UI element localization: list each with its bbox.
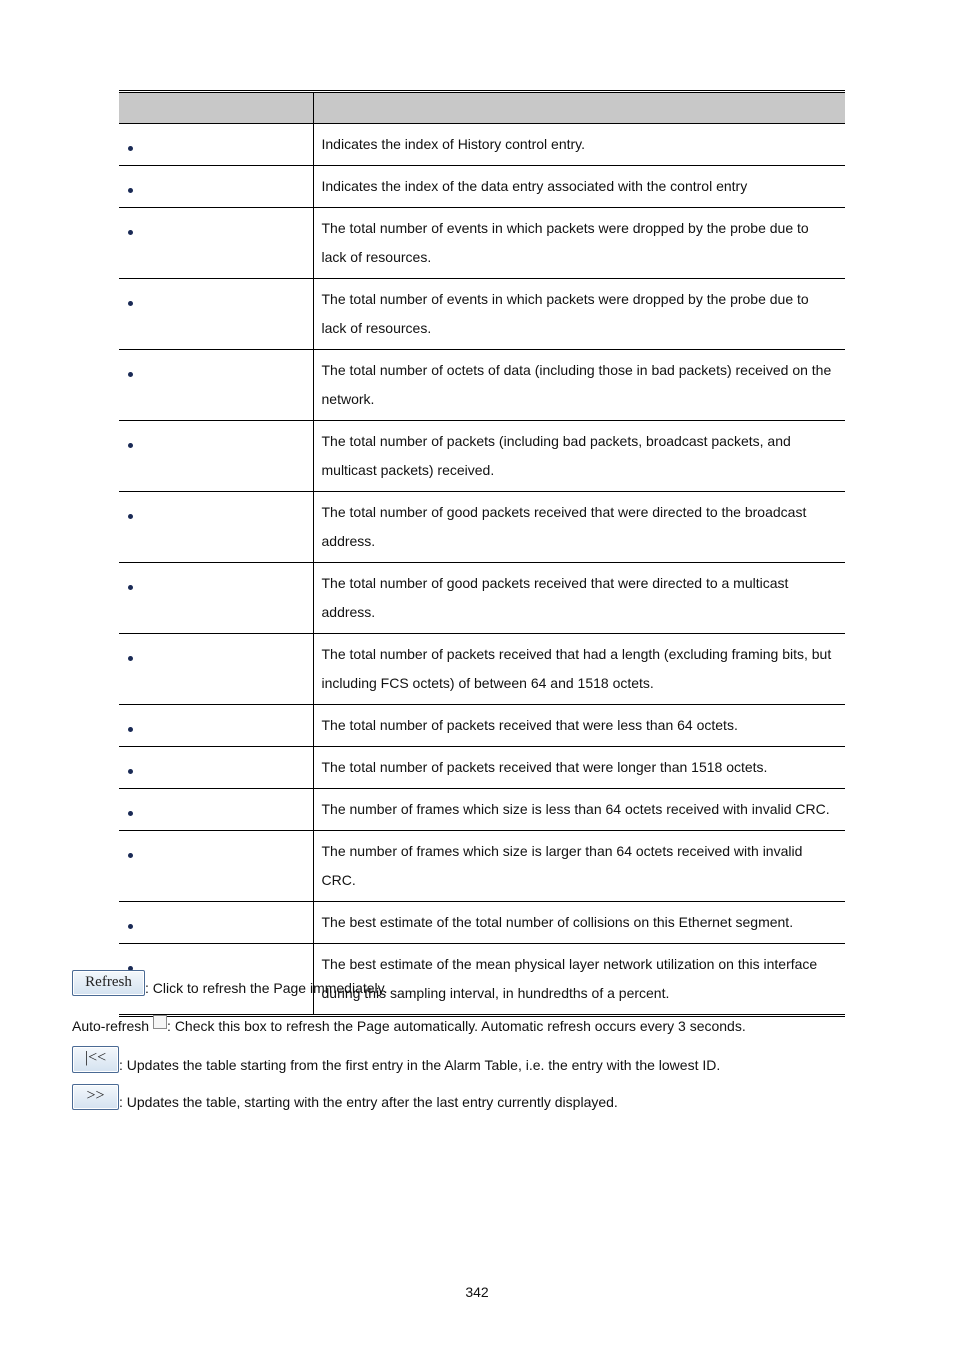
bullet-icon: [128, 811, 133, 816]
description-cell: The number of frames which size is less than 64 octets received with invalid CRC.: [313, 789, 845, 831]
object-cell: [119, 208, 313, 279]
object-cell: [119, 279, 313, 350]
object-cell: [119, 789, 313, 831]
object-cell: [119, 705, 313, 747]
description-cell: Indicates the index of the data entry associated with the control entry: [313, 166, 845, 208]
object-cell: [119, 747, 313, 789]
table-row: [119, 831, 845, 902]
table-row: [119, 789, 845, 831]
description-cell: The total number of good packets received that were directed to the broadcast address.: [313, 492, 845, 563]
bullet-icon: [128, 853, 133, 858]
description-cell: The total number of events in which packets were dropped by the probe due to lack of resources.: [313, 279, 845, 350]
object-cell: [119, 634, 313, 705]
autorefresh-checkbox[interactable]: [153, 1015, 167, 1029]
parameter-description-table: [119, 90, 845, 1017]
object-cell: [119, 421, 313, 492]
refresh-help: [72, 970, 388, 996]
bullet-icon: [128, 924, 133, 929]
first-page-help-text: : Updates the table starting from the first entry in the Alarm Table, i.e. the entry with the lowest ID.: [119, 1057, 721, 1073]
bullet-icon: [128, 372, 133, 377]
bullet-icon: [128, 585, 133, 590]
table-row: [119, 208, 845, 279]
description-cell: The total number of packets received that were longer than 1518 octets.: [313, 747, 845, 789]
bullet-icon: [128, 727, 133, 732]
bullet-icon: [128, 443, 133, 448]
object-cell: [119, 831, 313, 902]
object-cell: [119, 492, 313, 563]
bullet-icon: [128, 188, 133, 193]
table-row: [119, 124, 845, 166]
table-row: [119, 705, 845, 747]
object-cell: [119, 124, 313, 166]
page-number: 342: [465, 1284, 489, 1300]
description-cell: The total number of packets received that were less than 64 octets.: [313, 705, 845, 747]
bullet-icon: [128, 230, 133, 235]
table-row: [119, 279, 845, 350]
table-header-row: [119, 92, 845, 124]
bullet-icon: [128, 514, 133, 519]
description-cell: The best estimate of the mean physical layer network utilization on this interface during this sampling interval, in hundredths of a percent.: [313, 944, 845, 1016]
next-page-help-text: : Updates the table, starting with the entry after the last entry currently displayed.: [119, 1094, 618, 1110]
description-cell: The total number of events in which packets were dropped by the probe due to lack of resources.: [313, 208, 845, 279]
description-cell: The total number of packets received that had a length (excluding framing bits, but including FCS octets) of between 64 and 1518 octets.: [313, 634, 845, 705]
table-row: [119, 492, 845, 563]
table-row: [119, 563, 845, 634]
table-row: [119, 166, 845, 208]
autorefresh-help: [72, 1015, 746, 1034]
object-cell: [119, 350, 313, 421]
table-row: [119, 634, 845, 705]
object-cell: [119, 563, 313, 634]
description-cell: The total number of octets of data (including those in bad packets) received on the network.: [313, 350, 845, 421]
refresh-help-text: : Click to refresh the Page immediately.: [145, 980, 388, 996]
bullet-icon: [128, 146, 133, 151]
table-row: [119, 902, 845, 944]
autorefresh-label: Auto-refresh: [72, 1018, 150, 1034]
bullet-icon: [128, 656, 133, 661]
description-cell: The total number of packets (including bad packets, broadcast packets, and multicast packets) received.: [313, 421, 845, 492]
object-cell: [119, 902, 313, 944]
description-column-header: [313, 92, 845, 124]
bullet-icon: [128, 769, 133, 774]
autorefresh-help-text: : Check this box to refresh the Page automatically. Automatic refresh occurs every 3 seconds.: [167, 1018, 746, 1034]
description-cell: The number of frames which size is larger than 64 octets received with invalid CRC.: [313, 831, 845, 902]
next-page-help: [72, 1084, 618, 1110]
object-cell: [119, 166, 313, 208]
first-page-button[interactable]: |<<: [72, 1046, 119, 1073]
bullet-icon: [128, 301, 133, 306]
table-row: [119, 421, 845, 492]
description-cell: Indicates the index of History control entry.: [313, 124, 845, 166]
first-page-help: [72, 1046, 720, 1073]
object-column-header: [119, 92, 313, 124]
description-cell: The total number of good packets received that were directed to a multicast address.: [313, 563, 845, 634]
description-cell: The best estimate of the total number of collisions on this Ethernet segment.: [313, 902, 845, 944]
next-page-button[interactable]: >>: [72, 1084, 119, 1110]
refresh-button[interactable]: Refresh: [72, 970, 145, 996]
table-row: [119, 747, 845, 789]
table-row: [119, 350, 845, 421]
